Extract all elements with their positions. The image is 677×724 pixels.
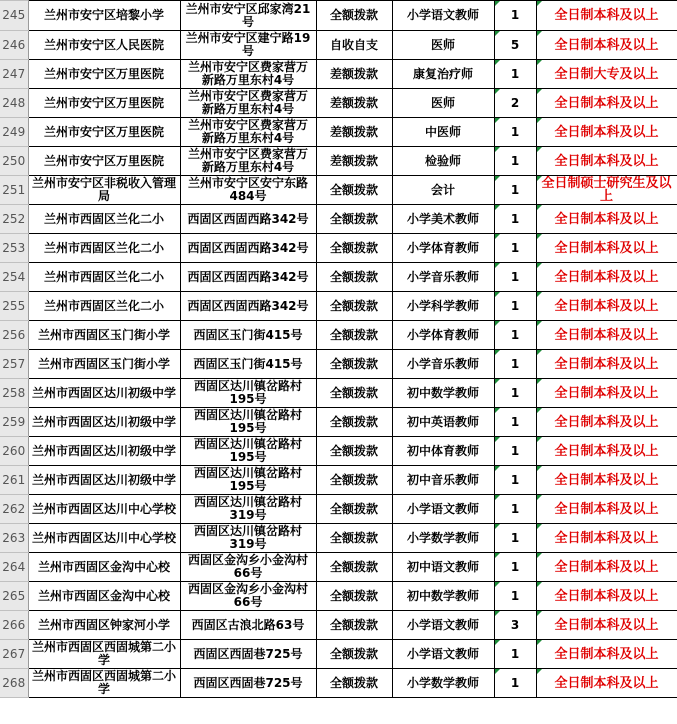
funding-type-cell[interactable]: 全额拨款 [316,292,392,321]
funding-type-cell[interactable]: 全额拨款 [316,611,392,640]
headcount-cell[interactable]: 1 [494,147,536,176]
table-row [0,31,677,60]
education-requirement-cell[interactable]: 全日制本科及以上 [536,147,677,176]
address-cell[interactable]: 兰州市安宁区费家营万新路万里东村4号 [180,118,316,147]
table-row [0,437,677,466]
table-row [0,118,677,147]
row-number[interactable]: 258 [0,379,28,408]
education-requirement-cell[interactable]: 全日制本科及以上 [536,31,677,60]
row-number[interactable]: 247 [0,60,28,89]
address-cell[interactable]: 西固区达川镇岔路村195号 [180,466,316,495]
address-cell[interactable]: 西固区古浪北路63号 [180,611,316,640]
row-number[interactable]: 264 [0,553,28,582]
position-cell[interactable]: 检验师 [392,147,494,176]
education-requirement-cell[interactable]: 全日制本科及以上 [536,408,677,437]
row-number[interactable]: 259 [0,408,28,437]
position-cell[interactable]: 初中数学教师 [392,582,494,611]
headcount-cell[interactable]: 1 [494,466,536,495]
position-cell[interactable]: 小学语文教师 [392,1,494,31]
address-cell[interactable]: 兰州市安宁区安宁东路484号 [180,176,316,205]
headcount-cell[interactable]: 1 [494,408,536,437]
education-requirement-cell[interactable]: 全日制本科及以上 [536,234,677,263]
row-number[interactable]: 254 [0,263,28,292]
education-requirement-cell[interactable]: 全日制本科及以上 [536,437,677,466]
address-cell[interactable]: 西固区金沟乡小金沟村66号 [180,553,316,582]
address-cell[interactable]: 西固区玉门街415号 [180,321,316,350]
funding-type-cell[interactable]: 全额拨款 [316,408,392,437]
headcount-cell[interactable]: 1 [494,292,536,321]
position-cell[interactable]: 小学美术教师 [392,205,494,234]
unit-name-cell[interactable]: 兰州市西固区兰化二小 [28,234,180,263]
row-number[interactable]: 252 [0,205,28,234]
row-number[interactable]: 253 [0,234,28,263]
unit-name-cell[interactable]: 兰州市安宁区万里医院 [28,147,180,176]
table-row [0,669,677,698]
headcount-cell[interactable]: 1 [494,263,536,292]
education-requirement-cell[interactable]: 全日制本科及以上 [536,495,677,524]
position-cell[interactable]: 医师 [392,31,494,60]
education-requirement-cell[interactable]: 全日制本科及以上 [536,89,677,118]
unit-name-cell[interactable]: 兰州市西固区达川初级中学 [28,408,180,437]
headcount-cell[interactable]: 1 [494,205,536,234]
table-row [0,466,677,495]
unit-name-cell[interactable]: 兰州市西固区兰化二小 [28,205,180,234]
unit-name-cell[interactable]: 兰州市西固区金沟中心校 [28,582,180,611]
row-number[interactable]: 262 [0,495,28,524]
position-cell[interactable]: 初中语文教师 [392,553,494,582]
table-row [0,205,677,234]
table-body [0,1,677,698]
education-requirement-cell[interactable]: 全日制本科及以上 [536,321,677,350]
address-cell[interactable]: 西固区西固巷725号 [180,669,316,698]
row-number[interactable]: 261 [0,466,28,495]
unit-name-cell[interactable]: 兰州市西固区达川中心学校 [28,495,180,524]
table-row [0,147,677,176]
address-cell[interactable]: 西固区达川镇岔路村195号 [180,437,316,466]
table-row [0,176,677,205]
education-requirement-cell[interactable]: 全日制本科及以上 [536,350,677,379]
table-row [0,640,677,669]
education-requirement-cell[interactable]: 全日制本科及以上 [536,466,677,495]
position-cell[interactable]: 初中体育教师 [392,437,494,466]
headcount-cell[interactable]: 1 [494,553,536,582]
education-requirement-cell[interactable]: 全日制本科及以上 [536,553,677,582]
row-number[interactable]: 248 [0,89,28,118]
headcount-cell[interactable]: 1 [494,524,536,553]
table-row [0,524,677,553]
address-cell[interactable]: 西固区达川镇岔路村319号 [180,495,316,524]
funding-type-cell[interactable]: 差额拨款 [316,147,392,176]
funding-type-cell[interactable]: 全额拨款 [316,437,392,466]
headcount-cell[interactable]: 1 [494,379,536,408]
education-requirement-cell[interactable]: 全日制本科及以上 [536,205,677,234]
address-cell[interactable]: 西固区达川镇岔路村195号 [180,379,316,408]
headcount-cell[interactable]: 3 [494,611,536,640]
address-cell[interactable]: 兰州市安宁区邱家湾21号 [180,1,316,31]
unit-name-cell[interactable]: 兰州市西固区西固城第二小学 [28,669,180,698]
unit-name-cell[interactable]: 兰州市西固区玉门街小学 [28,350,180,379]
table-row [0,495,677,524]
position-cell[interactable]: 小学体育教师 [392,321,494,350]
unit-name-cell[interactable]: 兰州市西固区西固城第二小学 [28,640,180,669]
position-cell[interactable]: 小学语文教师 [392,611,494,640]
unit-name-cell[interactable]: 兰州市西固区达川初级中学 [28,379,180,408]
table-row [0,379,677,408]
address-cell[interactable]: 西固区西固西路342号 [180,234,316,263]
funding-type-cell[interactable]: 全额拨款 [316,263,392,292]
headcount-cell[interactable]: 1 [494,669,536,698]
row-number[interactable]: 250 [0,147,28,176]
unit-name-cell[interactable]: 兰州市西固区兰化二小 [28,263,180,292]
education-requirement-cell[interactable]: 全日制本科及以上 [536,611,677,640]
address-cell[interactable]: 西固区达川镇岔路村195号 [180,408,316,437]
address-cell[interactable]: 西固区玉门街415号 [180,350,316,379]
funding-type-cell[interactable]: 差额拨款 [316,118,392,147]
position-cell[interactable]: 初中英语教师 [392,408,494,437]
table-row [0,292,677,321]
education-requirement-cell[interactable]: 全日制本科及以上 [536,292,677,321]
address-cell[interactable]: 兰州市安宁区费家营万新路万里东村4号 [180,147,316,176]
position-cell[interactable]: 小学语文教师 [392,495,494,524]
education-requirement-cell[interactable]: 全日制本科及以上 [536,379,677,408]
education-requirement-cell[interactable]: 全日制本科及以上 [536,582,677,611]
address-cell[interactable]: 兰州市安宁区建宁路19号 [180,31,316,60]
unit-name-cell[interactable]: 兰州市西固区玉门街小学 [28,321,180,350]
education-requirement-cell[interactable]: 全日制本科及以上 [536,1,677,31]
position-cell[interactable]: 小学音乐教师 [392,263,494,292]
headcount-cell[interactable]: 1 [494,350,536,379]
address-cell[interactable]: 兰州市安宁区费家营万新路万里东村4号 [180,89,316,118]
address-cell[interactable]: 西固区达川镇岔路村319号 [180,524,316,553]
position-cell[interactable]: 中医师 [392,118,494,147]
headcount-cell[interactable]: 1 [494,1,536,31]
headcount-cell[interactable]: 1 [494,582,536,611]
unit-name-cell[interactable]: 兰州市安宁区人民医院 [28,31,180,60]
row-number[interactable]: 256 [0,321,28,350]
education-requirement-cell[interactable]: 全日制本科及以上 [536,640,677,669]
headcount-cell[interactable]: 1 [494,437,536,466]
table-row [0,611,677,640]
position-cell[interactable]: 会计 [392,176,494,205]
position-cell[interactable]: 医师 [392,89,494,118]
education-requirement-cell[interactable]: 全日制大专及以上 [536,60,677,89]
position-cell[interactable]: 初中音乐教师 [392,466,494,495]
row-number[interactable]: 245 [0,1,28,31]
position-cell[interactable]: 小学数学教师 [392,524,494,553]
funding-type-cell[interactable]: 全额拨款 [316,669,392,698]
funding-type-cell[interactable]: 全额拨款 [316,321,392,350]
education-requirement-cell[interactable]: 全日制本科及以上 [536,263,677,292]
address-cell[interactable]: 西固区西固西路342号 [180,263,316,292]
headcount-cell[interactable]: 2 [494,89,536,118]
row-number[interactable]: 251 [0,176,28,205]
table-row [0,234,677,263]
funding-type-cell[interactable]: 自收自支 [316,31,392,60]
position-cell[interactable]: 小学体育教师 [392,234,494,263]
funding-type-cell[interactable]: 全额拨款 [316,466,392,495]
funding-type-cell[interactable]: 全额拨款 [316,495,392,524]
headcount-cell[interactable]: 1 [494,176,536,205]
education-requirement-cell[interactable]: 全日制硕士研究生及以上 [536,176,677,205]
unit-name-cell[interactable]: 兰州市西固区达川初级中学 [28,437,180,466]
table-row [0,553,677,582]
funding-type-cell[interactable]: 全额拨款 [316,350,392,379]
headcount-cell[interactable]: 1 [494,118,536,147]
unit-name-cell[interactable]: 兰州市西固区达川中心学校 [28,524,180,553]
education-requirement-cell[interactable]: 全日制本科及以上 [536,524,677,553]
headcount-cell[interactable]: 1 [494,60,536,89]
unit-name-cell[interactable]: 兰州市安宁区万里医院 [28,89,180,118]
table-row [0,408,677,437]
unit-name-cell[interactable]: 兰州市西固区钟家河小学 [28,611,180,640]
education-requirement-cell[interactable]: 全日制本科及以上 [536,669,677,698]
address-cell[interactable]: 西固区西固巷725号 [180,640,316,669]
funding-type-cell[interactable]: 全额拨款 [316,582,392,611]
headcount-cell[interactable]: 1 [494,495,536,524]
funding-type-cell[interactable]: 差额拨款 [316,89,392,118]
position-cell[interactable]: 初中数学教师 [392,379,494,408]
headcount-cell[interactable]: 1 [494,321,536,350]
unit-name-cell[interactable]: 兰州市安宁区万里医院 [28,118,180,147]
funding-type-cell[interactable]: 全额拨款 [316,234,392,263]
funding-type-cell[interactable]: 全额拨款 [316,524,392,553]
unit-name-cell[interactable]: 兰州市安宁区万里医院 [28,60,180,89]
position-cell[interactable]: 小学科学教师 [392,292,494,321]
table-row [0,321,677,350]
table-row [0,60,677,89]
address-cell[interactable]: 西固区金沟乡小金沟村66号 [180,582,316,611]
position-cell[interactable]: 小学数学教师 [392,669,494,698]
row-number[interactable]: 255 [0,292,28,321]
position-cell[interactable]: 小学音乐教师 [392,350,494,379]
unit-name-cell[interactable]: 兰州市西固区达川初级中学 [28,466,180,495]
row-number[interactable]: 266 [0,611,28,640]
row-number[interactable]: 265 [0,582,28,611]
row-number[interactable]: 260 [0,437,28,466]
funding-type-cell[interactable]: 全额拨款 [316,176,392,205]
education-requirement-cell[interactable]: 全日制本科及以上 [536,118,677,147]
funding-type-cell[interactable]: 全额拨款 [316,205,392,234]
row-number[interactable]: 268 [0,669,28,698]
headcount-cell[interactable]: 1 [494,234,536,263]
row-number[interactable]: 263 [0,524,28,553]
position-cell[interactable]: 康复治疗师 [392,60,494,89]
unit-name-cell[interactable]: 兰州市安宁区非税收入管理局 [28,176,180,205]
address-cell[interactable]: 兰州市安宁区费家营万新路万里东村4号 [180,60,316,89]
table-row [0,89,677,118]
row-number[interactable]: 246 [0,31,28,60]
funding-type-cell[interactable]: 全额拨款 [316,553,392,582]
unit-name-cell[interactable]: 兰州市安宁区培黎小学 [28,1,180,31]
address-cell[interactable]: 西固区西固西路342号 [180,292,316,321]
position-cell[interactable]: 小学语文教师 [392,640,494,669]
table-row [0,1,677,31]
funding-type-cell[interactable]: 全额拨款 [316,640,392,669]
funding-type-cell[interactable]: 差额拨款 [316,60,392,89]
table-row [0,350,677,379]
table-row [0,263,677,292]
funding-type-cell[interactable]: 全额拨款 [316,379,392,408]
row-number[interactable]: 249 [0,118,28,147]
row-number[interactable]: 257 [0,350,28,379]
headcount-cell[interactable]: 1 [494,640,536,669]
unit-name-cell[interactable]: 兰州市西固区金沟中心校 [28,553,180,582]
address-cell[interactable]: 西固区西固西路342号 [180,205,316,234]
headcount-cell[interactable]: 5 [494,31,536,60]
unit-name-cell[interactable]: 兰州市西固区兰化二小 [28,292,180,321]
funding-type-cell[interactable]: 全额拨款 [316,1,392,31]
row-number[interactable]: 267 [0,640,28,669]
table-row [0,582,677,611]
